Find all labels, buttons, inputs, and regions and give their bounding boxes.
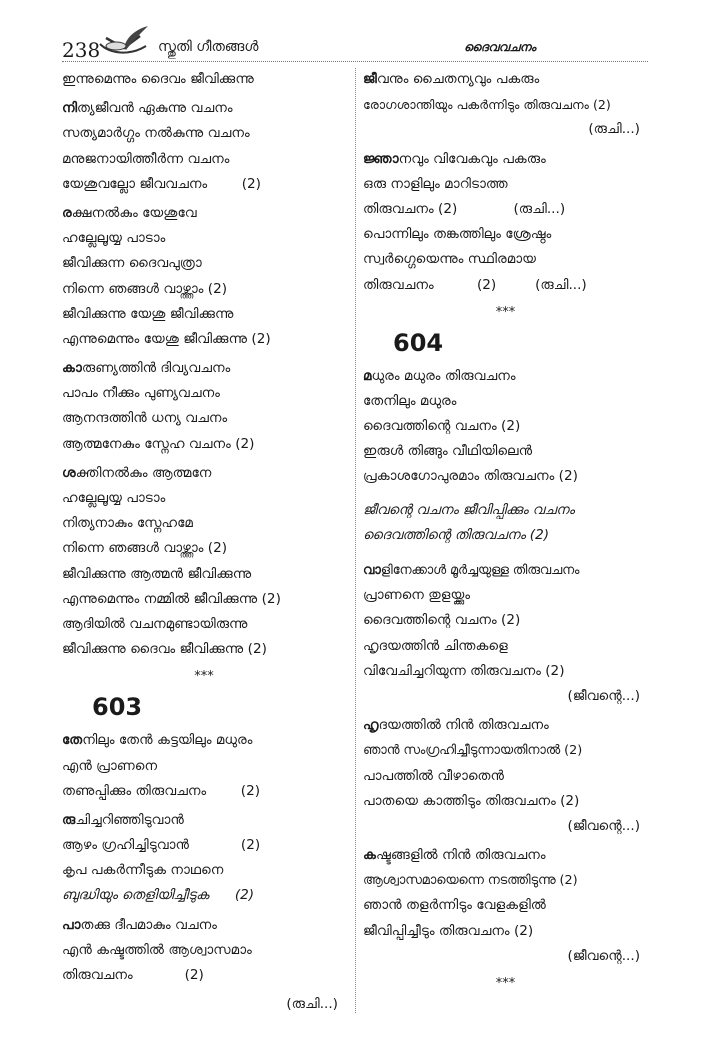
- refrain-cue: (രുചി...): [286, 996, 338, 1013]
- lyric-first-rest: നിലും തേൻ കട്ടയിലും മധുരം: [82, 732, 253, 749]
- stanza: [363, 713, 648, 839]
- hymn-number: 603: [92, 693, 143, 722]
- lyric-line: ദൈവത്തിന്റെ വചനം (2): [363, 418, 521, 435]
- lyric-line-first: [62, 461, 346, 486]
- section-stars: ***: [495, 304, 516, 320]
- refrain-line: ദൈവത്തിന്റെ തിരുവചനം (2): [363, 526, 550, 543]
- lyric-line: തിരുവചനം (2) (രുചി...): [363, 276, 587, 293]
- lyric-line: ജീവിക്കുന്നു യേശു ജീവിക്കുന്നു: [62, 305, 234, 322]
- lyric-line: നിത്യനാകും സ്നേഹമേ: [62, 515, 193, 532]
- section-stars: ***: [495, 976, 516, 991]
- lyric-line: തിരുവചനം (2) (രുചി...): [363, 200, 566, 217]
- lamp-and-quill-icon: [96, 24, 154, 58]
- lyric-line: ഞാൻ തളർന്നിടും വേളകളിൽ: [363, 897, 546, 914]
- stanza: [62, 201, 346, 352]
- page-number: 238: [62, 38, 101, 62]
- lyric-first-rest: തക്കു ദീപമാകും വചനം: [80, 916, 217, 933]
- stanza: [363, 843, 648, 969]
- hymn-number: 604: [393, 328, 444, 357]
- lyric-first-rest: ദയത്തിൽ നിൻ തിരുവചനം: [378, 717, 549, 734]
- lyric-initial: നി: [62, 100, 78, 117]
- lyric-line-italic: ബുദ്ധിയും തെളിയിച്ചീടുക (2): [62, 887, 255, 904]
- lyric-line-first: [363, 713, 648, 738]
- lyric-line-first: [62, 808, 346, 833]
- lyric-initial: ശ: [62, 464, 76, 481]
- lyric-line-first: [62, 96, 346, 121]
- lyric-line: സത്യമാർഗ്ഗം നൽകുന്നു വചനം: [62, 125, 250, 142]
- lyric-line: ആശ്വാസമായെന്നെ നടത്തിടുന്നു (2): [363, 873, 578, 889]
- lyric-line: ഞാൻ സംഗ്രഹിച്ചീടുന്നായതിനാൽ (2): [363, 743, 583, 759]
- lyric-first-rest: ഷ്ടങ്ങളിൽ നിൻ തിരുവചനം: [375, 847, 546, 864]
- lyric-initial: മ: [363, 367, 372, 384]
- lyric-line: ഹല്ലേലൂയ്യ പാടാം: [62, 490, 166, 506]
- lyric-line: തേനിലും മധുരം: [363, 392, 457, 409]
- lyric-line: ജീവിക്കുന്ന ദൈവപുത്രാ: [62, 255, 202, 272]
- lyric-line-first: [363, 843, 648, 868]
- lyric-first-rest: ത്യജീവൻ ഏകുന്നു വചനം: [77, 100, 233, 117]
- lyric-line: പൊന്നിലും തങ്കത്തിലും ശ്രേഷ്ഠം: [363, 226, 552, 243]
- lyric-line: ആത്മനേകും സ്നേഹ വചനം (2): [62, 435, 255, 452]
- stanza: [62, 96, 346, 197]
- lyric-line: ഇരുൾ തിങ്ങും വീഥിയിലെൻ: [363, 443, 533, 460]
- lyric-first-rest: രുണ്യത്തിൻ ദിവ്യവചനം: [81, 360, 231, 377]
- lyric-line: വിവേചിച്ചറിയുന്ന തിരുവചനം (2): [363, 662, 565, 679]
- lyric-first-rest: ക്ഷനൽകും യേശുവേ: [71, 204, 197, 221]
- lyric-line: എന്നുമെന്നും നമ്മിൽ ജീവിക്കുന്നു (2): [62, 590, 281, 607]
- refrain-line: ജീവന്റെ വചനം ജീവിപ്പിക്കും വചനം: [363, 501, 575, 518]
- lyric-line: കൃപ പകർന്നീടുക നാഥനെ: [62, 862, 224, 879]
- page-header: [62, 38, 648, 62]
- stanza: [363, 147, 648, 298]
- lyric-line-first: [62, 356, 346, 381]
- lyric-line: ജീവിക്കുന്നു ആത്മൻ ജീവിക്കുന്നു: [62, 565, 252, 582]
- lyric-initial: തേ: [62, 732, 83, 749]
- lyric-line: ആഴം ഗ്രഹിച്ചിടുവാൻ (2): [62, 837, 261, 854]
- lyric-line: പാപം നീക്കും പുണ്യവചനം: [62, 385, 220, 402]
- stanza: [62, 356, 346, 457]
- lyric-line: നിന്നെ ഞങ്ങൾ വാഴ്ത്താം (2): [62, 540, 228, 557]
- right-column: [363, 67, 648, 995]
- lyric-line: ഹൃദയത്തിൻ ചിന്തകളെ: [363, 637, 508, 654]
- stanza: [363, 364, 648, 490]
- lyric-line-first: [62, 728, 346, 753]
- left-column: [62, 67, 346, 1017]
- book-title: സ്തുതി ഗീതങ്ങൾ: [158, 39, 259, 55]
- refrain-cue: (ജീവന്റെ...): [567, 817, 640, 834]
- lyric-line: എൻ പ്രാണനെ: [62, 757, 158, 774]
- lyric-line: ആനന്ദത്തിൻ ധന്യ വചനം: [62, 410, 228, 427]
- stanza: [363, 558, 648, 709]
- lyric-first-rest: ചിച്ചറിഞ്ഞിടുവാൻ: [75, 811, 184, 828]
- section-stars: ***: [194, 669, 214, 685]
- lyric-line: നിന്നെ ഞങ്ങൾ വാഴ്ത്താം (2): [62, 280, 228, 297]
- header-rule: [62, 61, 648, 62]
- lyric-initial: ജീ: [363, 71, 377, 87]
- lyric-initial: രു: [62, 811, 76, 828]
- lyric-initial: ഹൃ: [363, 717, 379, 734]
- section-title: ദൈവവചനം: [464, 40, 536, 54]
- lyric-first-rest: ളിനേക്കാൾ മൂർച്ചയുള്ള തിരുവചനം: [380, 563, 580, 578]
- lyric-line: ദൈവത്തിന്റെ വചനം (2): [363, 612, 521, 629]
- lyric-line: പ്രാണനെ തുളയ്ക്കും: [363, 587, 471, 604]
- lyric-line: ആദിയിൽ വചനമുണ്ടായിരുന്നു: [62, 615, 248, 632]
- lyric-first-rest: ക്തിനൽകും ആത്മനേ: [75, 464, 212, 481]
- lyric-initial: ര: [62, 204, 72, 221]
- lyric-initial: പാ: [62, 916, 81, 933]
- lyric-line: ഹല്ലേലൂയ്യ പാടാം: [62, 230, 166, 247]
- refrain-cue: (ജീവന്റെ...): [567, 947, 640, 964]
- lyric-line-first: [363, 558, 648, 583]
- stanza: [62, 461, 346, 663]
- lyric-line: തിരുവചനം (2): [62, 967, 204, 983]
- lyric-line-first: [363, 67, 648, 92]
- lyric-line: മനുജനായിത്തീർന്ന വചനം: [62, 150, 230, 167]
- lyric-line: ഇന്നുമെന്നും ദൈവം ജീവിക്കുന്നു: [62, 71, 254, 87]
- lyric-line: പ്രകാശഗോപുരമാം തിരുവചനം (2): [363, 468, 578, 485]
- lyric-line: തണുപ്പിക്കും തിരുവചനം (2): [62, 782, 261, 799]
- lyric-first-rest: നവും വിവേകവും പകരും: [398, 150, 546, 167]
- stanza: [62, 808, 346, 909]
- lyric-line: യേശുവല്ലോ ജീവവചനം (2): [62, 175, 261, 192]
- column-divider: [355, 68, 356, 1013]
- lyric-first-rest: വനും ചൈതന്യവും പകരും: [376, 71, 540, 87]
- lyric-initial: ക: [363, 847, 376, 864]
- lyric-line: രോഗശാന്തിയും പകർന്നിടും തിരുവചനം (2): [363, 97, 611, 113]
- refrain-cue: (രുചി...): [588, 121, 640, 138]
- refrain: [363, 498, 648, 548]
- lyric-initial: വാ: [363, 563, 381, 578]
- lyric-line: ജീവിക്കുന്നു ദൈവം ജീവിക്കുന്നു (2): [62, 641, 267, 658]
- lyric-initial: ജ്ഞാ: [363, 150, 399, 167]
- lyric-line: ജീവിപ്പിച്ചീടും തിരുവചനം (2): [363, 922, 534, 939]
- stanza: [62, 913, 346, 989]
- lyric-line: പാപത്തിൽ വീഴാതെൻ: [363, 767, 505, 784]
- lyric-initial: കാ: [62, 360, 82, 377]
- intro-stanza: [62, 67, 346, 92]
- lyric-line: എൻ കഷ്ടത്തിൽ ആശ്വാസമാം: [62, 941, 252, 958]
- lyric-line-first: [363, 364, 648, 389]
- lyric-line: ഒരു നാളിലും മാറിടാത്ത: [363, 175, 508, 192]
- lyric-line-first: [363, 147, 648, 172]
- lyric-line: എന്നുമെന്നും യേശു ജീവിക്കുന്നു (2): [62, 330, 271, 347]
- lyric-first-rest: ധുരം മധുരം തിരുവചനം: [371, 367, 516, 384]
- stanza: [62, 728, 346, 804]
- lyric-line: സ്വർഗ്ഗെയെന്നും സ്ഥിരമായ: [363, 251, 537, 268]
- lyric-line-first: [62, 201, 346, 226]
- lyric-line-first: [62, 913, 346, 938]
- stanza: [363, 67, 648, 143]
- lyric-line: പാതയെ കാത്തിടും തിരുവചനം (2): [363, 792, 580, 809]
- refrain-cue: (ജീവന്റെ...): [567, 687, 640, 704]
